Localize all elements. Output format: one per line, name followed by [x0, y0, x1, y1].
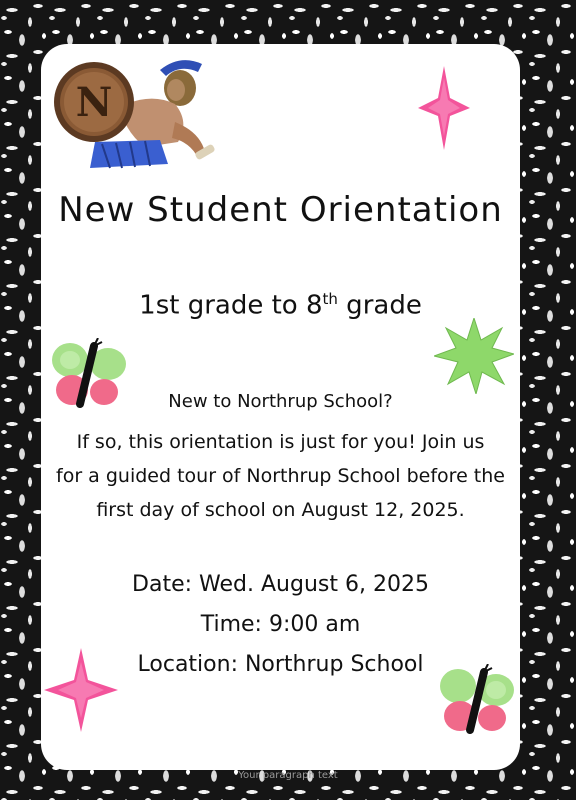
grade-prefix: 1st grade to 8: [139, 290, 323, 321]
pink-star-icon: [418, 66, 470, 150]
event-time: Time: 9:00 am: [200, 612, 361, 637]
flyer-title: New Student Orientation: [58, 190, 503, 230]
warrior-mascot-icon: [50, 52, 220, 177]
description-line: If so, this orientation is just for you! Join us: [76, 431, 485, 453]
shield-letter: N: [75, 79, 113, 126]
description: [41, 425, 520, 527]
green-starburst-icon: [434, 318, 514, 394]
event-location: Location: Northrup School: [137, 652, 424, 677]
grade-range: [41, 290, 520, 321]
event-details: [41, 565, 520, 685]
grade-suffix: grade: [337, 290, 422, 321]
footer-text: Your paragraph text: [238, 770, 338, 781]
grade-superscript: th: [322, 290, 338, 308]
event-date: Date: Wed. August 6, 2025: [132, 572, 429, 597]
description-line: for a guided tour of Northrup School before the: [56, 465, 505, 487]
description-line: first day of school on August 12, 2025.: [96, 499, 465, 521]
intro-question: New to Northrup School?: [168, 391, 393, 412]
